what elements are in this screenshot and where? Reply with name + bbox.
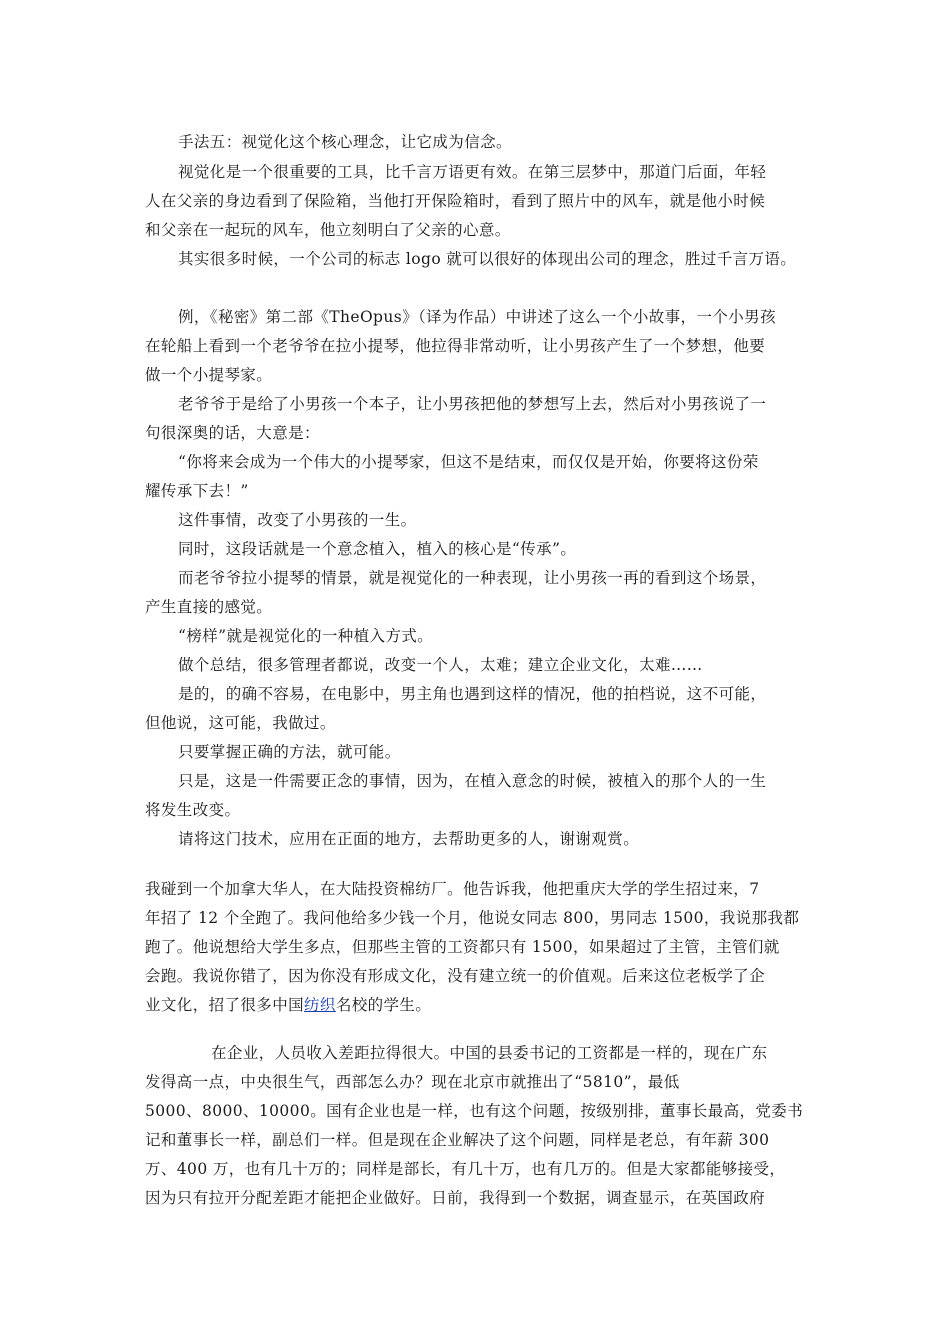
paragraph-line: 句很深奥的话，大意是：	[145, 424, 320, 442]
paragraph-line: 请将这门技术，应用在正面的地方，去帮助更多的人，谢谢观赏。	[178, 830, 640, 848]
paragraph-line: 发得高一点，中央很生气，西部怎么办？现在北京市就推出了“5810”，最低	[145, 1073, 680, 1091]
paragraph-line: 我碰到一个加拿大华人，在大陆投资棉纺厂。他告诉我，他把重庆大学的学生招过来，7	[145, 880, 760, 898]
paragraph-line: 但他说，这可能，我做过。	[145, 714, 336, 732]
paragraph-line: 只要掌握正确的方法，就可能。	[178, 743, 401, 761]
paragraph-line: 只是，这是一件需要正念的事情，因为，在植入意念的时候，被植入的那个人的一生	[178, 772, 767, 790]
paragraph-line: 老爷爷于是给了小男孩一个本子，让小男孩把他的梦想写上去，然后对小男孩说了一	[178, 395, 767, 413]
quote-line: “你将来会成为一个伟大的小提琴家，但这不是结束，而仅仅是开始，你要将这份荣	[178, 453, 759, 471]
paragraph-line: 万、400 万，也有几十万的；同样是部长，有几十万，也有几万的。但是大家都能够接受，	[145, 1160, 786, 1178]
paragraph-line: 年招了 12 个全跑了。我问他给多少钱一个月，他说女同志 800，男同志 1500，我说那我都	[145, 909, 800, 927]
paragraph-line: 这件事情，改变了小男孩的一生。	[178, 511, 417, 529]
paragraph-line: 同时，这段话就是一个意念植入，植入的核心是“传承”。	[178, 540, 577, 558]
paragraph-line: 跑了。他说想给大学生多点，但那些主管的工资都只有 1500，如果超过了主管，主管们就	[145, 938, 780, 956]
text-span: 名校的学生。	[335, 996, 432, 1014]
paragraph-line: 人在父亲的身边看到了保险箱，当他打开保险箱时，看到了照片中的风车，就是他小时候	[145, 192, 766, 210]
paragraph-line: 例，《秘密》第二部《TheOpus》（译为作品）中讲述了这么一个小故事，一个小男孩	[178, 308, 776, 326]
quote-line: 耀传承下去！”	[145, 482, 249, 500]
paragraph-line: 和父亲在一起玩的风车，他立刻明白了父亲的心意。	[145, 221, 511, 239]
paragraph-line: 而老爷爷拉小提琴的情景，就是视觉化的一种表现，让小男孩一再的看到这个场景，	[178, 569, 767, 587]
paragraph-line: “榜样”就是视觉化的一种植入方式。	[178, 627, 434, 645]
paragraph-line: 其实很多时候，一个公司的标志 logo 就可以很好的体现出公司的理念，胜过千言万语。	[178, 250, 797, 268]
paragraph-line	[145, 993, 431, 1015]
paragraph-line: 视觉化是一个很重要的工具，比千言万语更有效。在第三层梦中，那道门后面，年轻	[178, 163, 767, 181]
paragraph-line: 将发生改变。	[145, 801, 241, 819]
paragraph-line: 在企业，人员收入差距拉得很大。中国的县委书记的工资都是一样的，现在广东	[211, 1044, 768, 1062]
paragraph-line: 在轮船上看到一个老爷爷在拉小提琴，他拉得非常动听，让小男孩产生了一个梦想，他要	[145, 337, 766, 355]
paragraph-line: 做一个小提琴家。	[145, 366, 273, 384]
paragraph-line: 记和董事长一样，副总们一样。但是现在企业解决了这个问题，同样是老总，有年薪 300	[145, 1131, 770, 1149]
text-span: 业文化，招了很多中国	[145, 996, 305, 1014]
paragraph-line: 会跑。我说你错了，因为你没有形成文化，没有建立统一的价值观。后来这位老板学了企	[145, 967, 766, 985]
paragraph-line: 做个总结，很多管理者都说，改变一个人，太难；建立企业文化，太难……	[178, 656, 703, 674]
heading-technique-five: 手法五：视觉化这个核心理念，让它成为信念。	[178, 133, 512, 151]
textile-link[interactable]: 纺织	[304, 996, 336, 1014]
paragraph-line: 5000、8000、10000。国有企业也是一样，也有这个问题，按级别排，董事长最高，党委书	[145, 1102, 804, 1120]
paragraph-line: 因为只有拉开分配差距才能把企业做好。日前，我得到一个数据，调查显示，在英国政府	[145, 1189, 766, 1207]
paragraph-line: 产生直接的感觉。	[145, 598, 273, 616]
paragraph-line: 是的，的确不容易，在电影中，男主角也遇到这样的情况，他的拍档说，这不可能，	[178, 685, 767, 703]
